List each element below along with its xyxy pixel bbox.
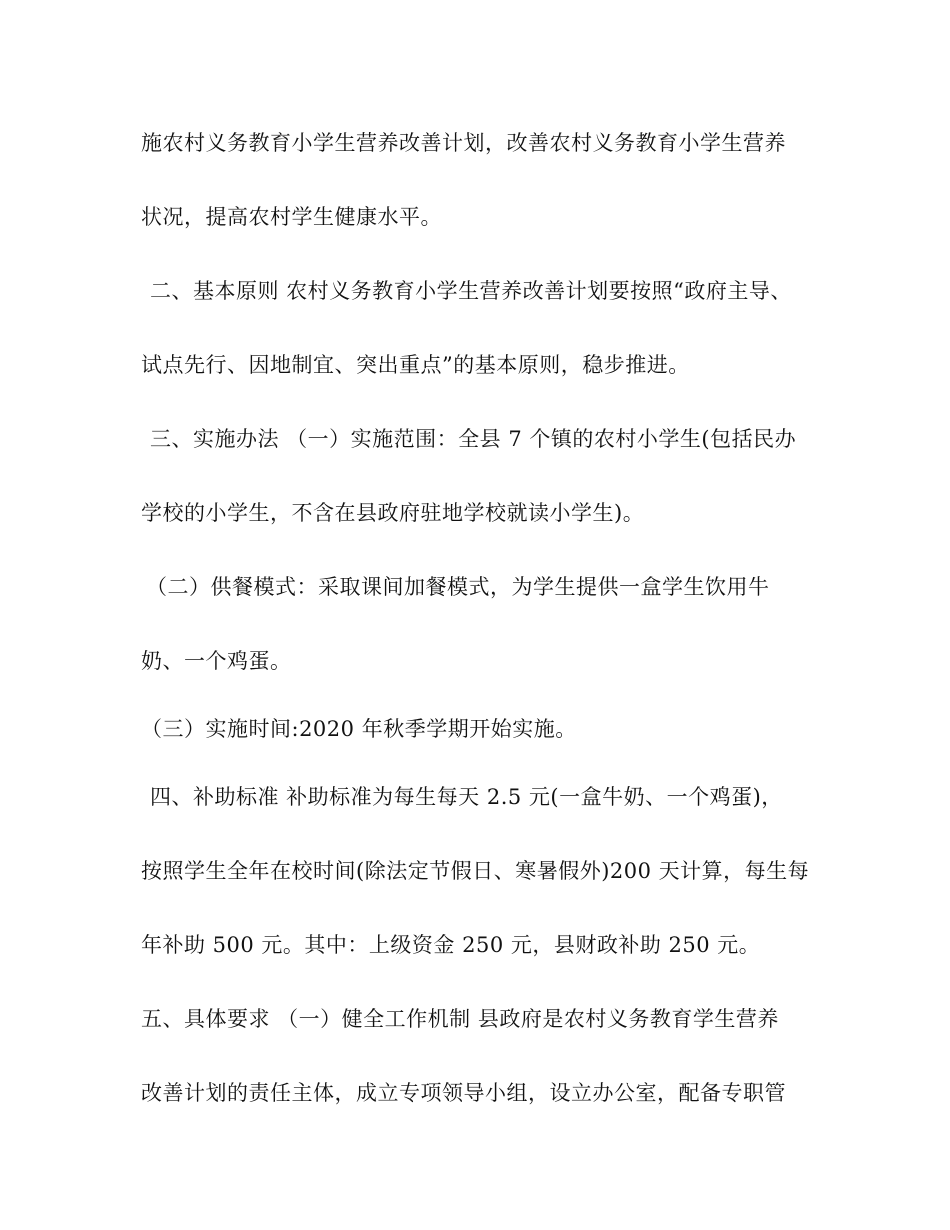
section-4-heading-line: 四、补助标准 补助标准为每生每天 2.5 元(一盒牛奶、一个鸡蛋)，: [150, 785, 783, 809]
text-line-4: 试点先行、因地制宜、突出重点”的基本原则，稳步推进。: [141, 353, 690, 377]
text-line-8: 奶、一个鸡蛋。: [141, 649, 292, 673]
text-line-2: 状况，提高农村学生健康水平。: [141, 205, 442, 229]
text-line-12: 年补助 500 元。其中：上级资金 250 元，县财政补助 250 元。: [141, 933, 761, 957]
subsection-3-line: （三）实施时间:2020 年秋季学期开始实施。: [141, 717, 577, 741]
text-line-1: 施农村义务教育小学生营养改善计划，改善农村义务教育小学生营养: [141, 131, 786, 155]
text-line-6: 学校的小学生，不含在县政府驻地学校就读小学生)。: [141, 501, 645, 525]
section-2-heading-line: 二、基本原则 农村义务教育小学生营养改善计划要按照“政府主导、: [150, 279, 792, 303]
text-line-14: 改善计划的责任主体，成立专项领导小组，设立办公室，配备专职管: [141, 1081, 786, 1105]
section-3-heading-line: 三、实施办法 （一）实施范围：全县 7 个镇的农村小学生(包括民办: [150, 427, 797, 451]
text-line-11: 按照学生全年在校时间(除法定节假日、寒暑假外)200 天计算，每生每: [141, 859, 810, 883]
subsection-2-line: （二）供餐模式：采取课间加餐模式，为学生提供一盒学生饮用牛: [146, 575, 770, 599]
section-5-heading-line: 五、具体要求 （一）健全工作机制 县政府是农村义务教育学生营养: [141, 1007, 779, 1031]
